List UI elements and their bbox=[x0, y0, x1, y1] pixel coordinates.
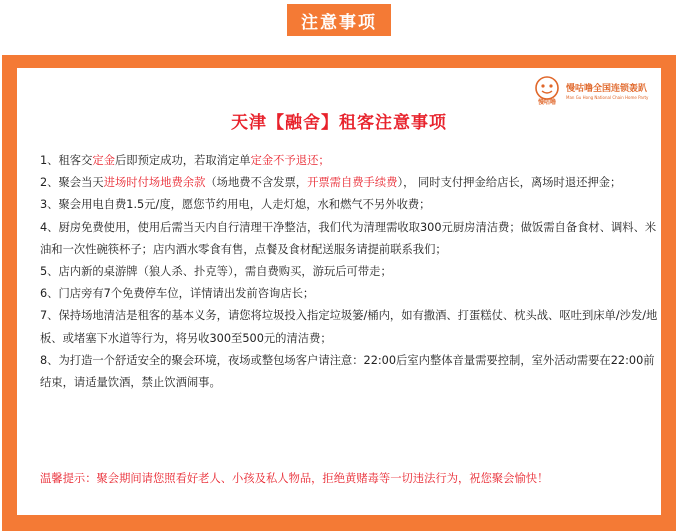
brand-logo-icon bbox=[532, 75, 562, 105]
brand-name: 慢咕噜全国连锁轰趴 bbox=[566, 83, 648, 94]
rule-text: 4、厨房免费使用，使用后需当天内自行清理干净整洁，我们代为清理需收取300元厨房清洁费；做饭需自备食材、调料、米油和一次性碗筷杯子；店内酒水零食有售，点餐及食材配送服务请提前联系我们； bbox=[40, 220, 657, 256]
rule-highlight: 定金 bbox=[92, 154, 115, 167]
rule-text: 7、保持场地清洁是租客的基本义务，请您将垃圾投入指定垃圾篓/桶内，如有撒酒、打蛋糕仗、枕头战、呕吐到床单/沙发/地板、或堵塞下水道等行为，将另收300至500元的清洁费； bbox=[40, 309, 658, 345]
rules-list bbox=[40, 150, 660, 394]
rule-item bbox=[40, 150, 660, 172]
header-badge: 注意事项 bbox=[287, 4, 391, 36]
rule-item bbox=[40, 172, 660, 194]
rule-highlight: 进场时付场地费余款 bbox=[103, 176, 206, 190]
rule-item bbox=[40, 261, 660, 283]
rule-text: ）， 同时支付押金给店长，离场时退还押金； bbox=[397, 176, 622, 190]
rule-text: （场地费不含发票， bbox=[205, 176, 308, 190]
rule-text: 2、聚会当天 bbox=[40, 176, 104, 190]
rule-text: 后即预定成功，若取消定单 bbox=[115, 154, 251, 167]
rule-item bbox=[40, 283, 660, 305]
brand-subtitle: Man Gu Hong National Chain Home Party bbox=[566, 94, 649, 100]
rule-text: 1、租客交 bbox=[40, 154, 93, 167]
rule-item bbox=[40, 305, 660, 349]
brand-logo bbox=[532, 73, 662, 107]
rule-highlight: 定金不予退还； bbox=[250, 154, 330, 167]
rule-text: 3、聚会用电自费1.5元/度，愿您节约用电，人走灯熄，水和燃气不另外收费； bbox=[40, 198, 431, 212]
rule-item bbox=[40, 217, 660, 261]
rule-text: 6、门店旁有7个免费停车位，详情请出发前咨询店长； bbox=[40, 287, 315, 301]
logo-mark-text: 慢咕噜 bbox=[537, 99, 557, 105]
warm-tip: 温馨提示：聚会期间请您照看好老人、小孩及私人物品，拒绝黄赌毒等一切违法行为，祝您聚会愉快！ bbox=[40, 472, 549, 485]
rule-highlight: 开票需自费手续费 bbox=[307, 176, 398, 190]
notice-title: 天津【融舍】租客注意事项 bbox=[231, 113, 447, 133]
rule-item bbox=[40, 194, 660, 216]
rule-text: 5、店内新的桌游牌（狼人杀、扑克等），需自费购买，游玩后可带走； bbox=[40, 265, 392, 279]
rule-item bbox=[40, 350, 660, 394]
rule-text: 8、为打造一个舒适安全的聚会环境，夜场或整包场客户请注意：22:00后室内整体音量需要控制，室外活动需要在22:00前结束，请适量饮酒，禁止饮酒闹事。 bbox=[40, 353, 655, 390]
